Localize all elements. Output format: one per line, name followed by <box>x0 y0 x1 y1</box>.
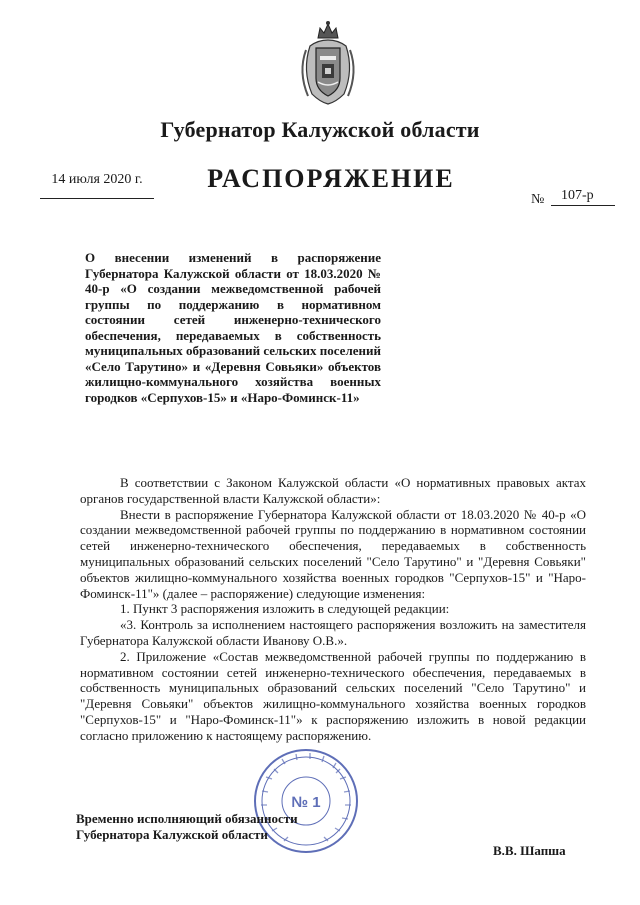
body-paragraph-5: 2. Приложение «Состав межведомственной рабочей группы по поддержанию в нормативном состоянии сетей инженерно-технического обеспечения, передаваемых в собственность муниципальных образований сельских поселений "Село Тарутино" и "Деревня Совьяки" объектов жилищно-коммунального хозяйства военных городков "Серпухов-15" и "Наро-Фоминск-11"» к распоряжению изложить в новой редакции согласно приложению к настоящему распоряжению. <box>80 648 586 743</box>
document-number-block <box>531 188 615 208</box>
signatory-position-line-2: Губернатора Калужской области <box>76 827 268 842</box>
signatory-position-line-1: Временно исполняющий обязанности <box>76 811 298 826</box>
coat-of-arms-emblem <box>296 20 360 106</box>
stamp-number: № 1 <box>291 794 321 811</box>
body-paragraph-1: В соответствии с Законом Калужской области «О нормативных правовых актах органов государственной власти Калужской области»: <box>80 475 586 506</box>
document-number: 107-р <box>561 188 594 203</box>
date-block <box>40 172 154 199</box>
document-subject: О внесении изменений в распоряжение Губернатора Калужской области от 18.03.2020 № 40-р «О создании межведомственной рабочей группы по поддержанию в нормативном состоянии сетей инженерно-технического обеспечения, передаваемых в собственность муниципальных образований сельских поселений «Село Тарутино» и «Деревня Совьяки» объектов жилищно-коммунального хозяйства военных городков «Серпухов-15» и «Наро-Фоминск-11» <box>85 250 381 405</box>
body-paragraph-4: «3. Контроль за исполнением настоящего распоряжения возложить на заместителя Губернатора Калужской области Иванову О.В.». <box>80 617 586 648</box>
document-body <box>80 475 586 744</box>
signatory-name: В.В. Шапша <box>493 843 566 858</box>
number-underline <box>551 205 615 206</box>
org-title: Губернатор Калужской области <box>160 117 480 142</box>
number-label: № <box>531 192 545 207</box>
document-type-heading: РАСПОРЯЖЕНИЕ <box>207 164 455 193</box>
body-paragraph-2: Внести в распоряжение Губернатора Калужской области от 18.03.2020 № 40-р «О создании межведомственной рабочей группы по поддержанию в нормативном состоянии сетей инженерно-технического обеспечения, передаваемых в собственность муниципальных образований сельских поселений "Село Тарутино" и "Деревня Совьяки" объектов жилищно-коммунального хозяйства военных городков "Серпухов-15" и "Наро-Фоминск-11"» (далее – распоряжение) следующие изменения: <box>80 506 586 601</box>
signatory-position <box>76 811 336 843</box>
date-underline <box>40 198 154 199</box>
body-paragraph-3: 1. Пункт 3 распоряжения изложить в следующей редакции: <box>120 601 450 617</box>
document-date: 14 июля 2020 г. <box>51 172 143 187</box>
